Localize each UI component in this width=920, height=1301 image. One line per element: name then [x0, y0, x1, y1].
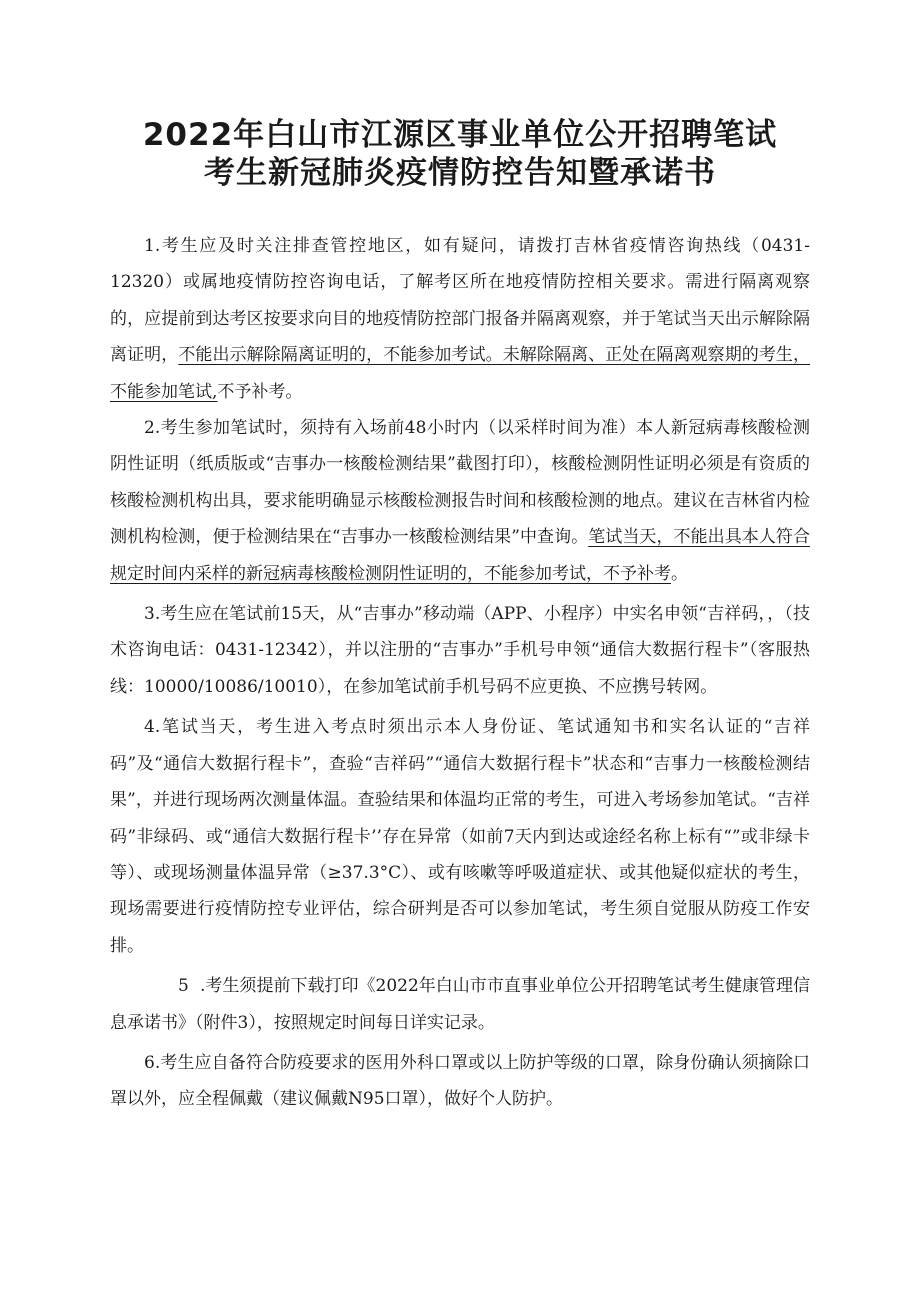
paragraph-5 — [110, 968, 810, 1041]
paragraph-1 — [110, 228, 810, 410]
paragraph-2-text: 2.考生参加笔试时，须持有入场前48小时内（以采样时间为准）本人新冠病毒核酸检测阴性证明（纸质版或“吉事办一核酸检测结果”截图打印），核酸检测阴性证明必须是有资质的核酸检测机构出具，要求能明确显示核酸检测报告时间和核酸检测的地点。建议在吉林省内检测机构检测，便于检测结果在“吉事办一核酸检测结果”中查询。 — [110, 418, 810, 548]
paragraph-2-tail: 。 — [671, 563, 688, 584]
document-title-line-1: 2022年白山市江源区事业单位公开招聘笔试 — [142, 117, 778, 153]
paragraph-1-underlined: 不能出示解除隔离证明的，不能参加考试。未解除隔离、正处在隔离观察期的考生，不能参加笔试, — [110, 345, 811, 402]
paragraph-1-tail: 不予补考。 — [217, 381, 303, 402]
paragraph-5-text: .考生须提前下载打印《2022年白山市市直事业单位公开招聘笔试考生健康管理信息承诺书》（附件3），按照规定时间每日详实记录。 — [110, 976, 810, 1033]
paragraph-4 — [110, 709, 810, 964]
paragraph-1-text: 1.考生应及时关注排查管控地区，如有疑问，请拨打吉林省疫情咨询热线（0431-12320）或属地疫情防控咨询电话，了解考区所在地疫情防控相关要求。需进行隔离观察的，应提前到达考区按要求向目的地疫情防控部门报备并隔离观察，并于笔试当天出示解除隔离证明， — [110, 236, 810, 366]
paragraph-3 — [110, 596, 810, 705]
paragraph-2 — [110, 410, 810, 592]
paragraph-3-text: 3.考生应在笔试前15天，从“吉事办”移动端（APP、小程序）中实名申领“吉祥码，，（技术咨询电话：0431-12342），并以注册的“吉事办”手机号申领“通信大数据行程卡”（客服热线：10000/10086/10010），在参加笔试前手机号码不应更换、不应携号转网。 — [110, 604, 810, 697]
paragraph-5-number: 5 — [178, 976, 189, 997]
document-body — [110, 228, 810, 1118]
paragraph-6 — [110, 1045, 810, 1118]
document-title-line-2: 考生新冠肺炎疫情防控告知暨承诺书 — [204, 155, 716, 191]
paragraph-6-text: 6.考生应自备符合防疫要求的医用外科口罩或以上防护等级的口罩，除身份确认须摘除口罩以外，应全程佩戴（建议佩戴N95口罩），做好个人防护。 — [110, 1052, 810, 1110]
paragraph-4-text: 4.笔试当天，考生进入考点时须出示本人身份证、笔试通知书和实名认证的“吉祥码”及“通信大数据行程卡”，查验“吉祥码”“通信大数据行程卡”状态和“吉事力一核酸检测结果”，并进行现场两次测量体温。查验结果和体温均正常的考生，可进入考场参加笔试。“吉祥码”非绿码、或“通信大数据行程卡’’存在异常（如前7天内到达或途经名称上标有“”或非绿卡等）、或现场测量体温异常（≥37.3°C）、或有咳嗽等呼吸道症状、或其他疑似症状的考生，现场需要进行疫情防控专业评估，综合研判是否可以参加笔试，考生须自觉服从防疫工作安排。 — [110, 717, 810, 956]
paragraph-2-underlined: 笔试当天，不能出具本人符合规定时间内采样的新冠病毒核酸检测阴性证明的，不能参加考试，不予补考 — [110, 527, 810, 584]
